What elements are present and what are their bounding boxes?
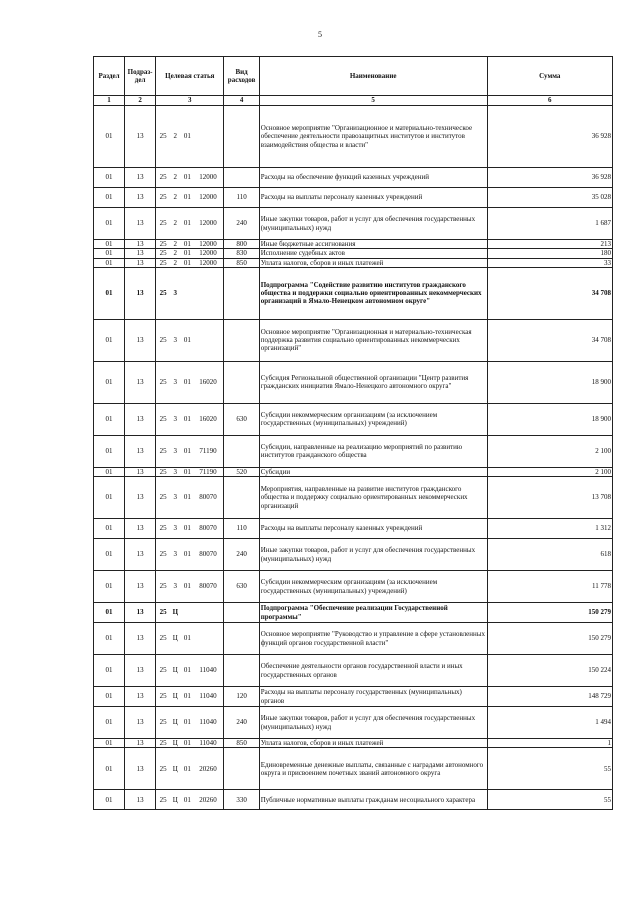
cell-expense-type: 630 xyxy=(224,403,259,435)
table-row xyxy=(94,790,613,810)
cell-target-article xyxy=(156,655,224,687)
target-article-part: 3 xyxy=(173,524,178,533)
target-article-part: 3 xyxy=(173,289,178,298)
cell-target-article xyxy=(156,539,224,571)
header-expense-type: Вид расходов xyxy=(224,57,259,96)
column-number: 4 xyxy=(224,96,259,106)
cell-razdel: 01 xyxy=(94,739,125,748)
cell-name: Единовременные денежные выплаты, связанные с наградами автономного округа и присвоением почетных званий автономного округа xyxy=(259,748,487,790)
table-row xyxy=(94,106,613,168)
cell-expense-type: 850 xyxy=(224,739,259,748)
cell-sum: 13 708 xyxy=(487,477,612,519)
cell-razdel: 01 xyxy=(94,168,125,188)
cell-name: Основное мероприятие "Руководство и управление в сфере установленных функций органов государственной власти" xyxy=(259,623,487,655)
target-article-part: 80070 xyxy=(199,524,217,533)
target-article-part xyxy=(193,634,222,642)
cell-name: Субсидии xyxy=(259,467,487,476)
target-article-part: 25 xyxy=(159,739,167,747)
cell-podrazdel: 13 xyxy=(125,435,156,467)
cell-sum: 36 928 xyxy=(487,168,612,188)
table-row xyxy=(94,240,613,249)
target-article-part: 2 xyxy=(173,193,178,202)
cell-podrazdel: 13 xyxy=(125,267,156,319)
header-row xyxy=(94,57,613,96)
target-article-part: 3 xyxy=(173,582,178,591)
target-article-part: 25 xyxy=(159,764,167,773)
target-article-part: 01 xyxy=(183,692,191,701)
cell-razdel: 01 xyxy=(94,655,125,687)
table-row xyxy=(94,477,613,519)
target-article-part: 01 xyxy=(183,336,191,345)
target-article-part: 20260 xyxy=(199,795,217,804)
target-article-part: 80070 xyxy=(199,550,217,559)
cell-sum: 34 708 xyxy=(487,267,612,319)
table-row xyxy=(94,267,613,319)
cell-podrazdel: 13 xyxy=(125,188,156,208)
cell-podrazdel: 13 xyxy=(125,687,156,707)
target-article-part: 2 xyxy=(173,219,178,228)
target-article-part: 25 xyxy=(159,582,167,591)
target-article-part: 3 xyxy=(173,415,178,424)
target-article-part: 01 xyxy=(183,173,191,182)
cell-target-article xyxy=(156,106,224,168)
cell-target-article xyxy=(156,208,224,240)
table-row xyxy=(94,707,613,739)
cell-podrazdel: 13 xyxy=(125,319,156,361)
cell-name: Публичные нормативные выплаты гражданам несоциального характера xyxy=(259,790,487,810)
table-row xyxy=(94,435,613,467)
cell-target-article xyxy=(156,603,224,623)
target-article-part: 2 xyxy=(173,240,178,248)
cell-podrazdel: 13 xyxy=(125,208,156,240)
target-article-part xyxy=(193,336,222,344)
cell-name: Субсидии некоммерческим организациям (за исключением государственных (муниципальных) учреждений) xyxy=(259,403,487,435)
target-article-part: Ц xyxy=(172,718,178,727)
target-article-part: 25 xyxy=(159,666,167,675)
target-article-part: 25 xyxy=(159,249,167,258)
target-article-part: 11040 xyxy=(199,739,217,747)
target-article-part: 3 xyxy=(173,467,178,476)
target-article-part: 11040 xyxy=(199,666,217,675)
cell-expense-type xyxy=(224,435,259,467)
cell-name: Иные закупки товаров, работ и услуг для обеспечения государственных (муниципальных) нужд xyxy=(259,539,487,571)
cell-expense-type: 520 xyxy=(224,467,259,476)
target-article-part: 25 xyxy=(159,415,167,424)
cell-sum: 18 900 xyxy=(487,361,612,403)
cell-target-article xyxy=(156,790,224,810)
target-article-part: 25 xyxy=(159,608,167,617)
cell-razdel: 01 xyxy=(94,687,125,707)
cell-name: Подпрограмма "Обеспечение реализации Государственной программы" xyxy=(259,603,487,623)
target-article-part: 25 xyxy=(159,718,167,727)
cell-expense-type: 110 xyxy=(224,519,259,539)
cell-target-article xyxy=(156,707,224,739)
target-article-part: 25 xyxy=(159,193,167,202)
target-article-part: 01 xyxy=(183,240,191,248)
target-article-part: 25 xyxy=(159,493,167,502)
table-row xyxy=(94,319,613,361)
cell-expense-type xyxy=(224,623,259,655)
cell-sum: 1 312 xyxy=(487,519,612,539)
target-article-part: 25 xyxy=(159,219,167,228)
table-row xyxy=(94,748,613,790)
header-target-article: Целевая статья xyxy=(156,57,224,96)
cell-name: Расходы на выплаты персоналу казенных учреждений xyxy=(259,519,487,539)
cell-expense-type: 630 xyxy=(224,571,259,603)
target-article-part: 01 xyxy=(183,795,191,804)
cell-target-article xyxy=(156,267,224,319)
cell-sum: 1 xyxy=(487,739,612,748)
column-number: 6 xyxy=(487,96,612,106)
header-podrazdel: Подраз-дел xyxy=(125,57,156,96)
header-razdel: Раздел xyxy=(94,57,125,96)
cell-expense-type: 110 xyxy=(224,188,259,208)
cell-podrazdel: 13 xyxy=(125,571,156,603)
cell-expense-type: 240 xyxy=(224,539,259,571)
table-row xyxy=(94,655,613,687)
cell-target-article xyxy=(156,249,224,258)
cell-razdel: 01 xyxy=(94,623,125,655)
cell-target-article xyxy=(156,168,224,188)
table-row xyxy=(94,403,613,435)
cell-expense-type: 240 xyxy=(224,208,259,240)
table-row xyxy=(94,739,613,748)
target-article-part: Ц xyxy=(172,739,178,747)
cell-target-article xyxy=(156,748,224,790)
target-article-part: 80070 xyxy=(199,493,217,502)
target-article-part: 12000 xyxy=(199,249,217,258)
target-article-part: 3 xyxy=(173,336,178,345)
table-row xyxy=(94,467,613,476)
target-article-part: 01 xyxy=(183,193,191,202)
cell-podrazdel: 13 xyxy=(125,623,156,655)
table-row xyxy=(94,519,613,539)
cell-podrazdel: 13 xyxy=(125,539,156,571)
cell-target-article xyxy=(156,687,224,707)
cell-target-article xyxy=(156,403,224,435)
cell-podrazdel: 13 xyxy=(125,258,156,267)
cell-sum: 213 xyxy=(487,240,612,249)
cell-name: Уплата налогов, сборов и иных платежей xyxy=(259,258,487,267)
cell-sum: 1 494 xyxy=(487,707,612,739)
cell-sum: 35 028 xyxy=(487,188,612,208)
cell-sum: 33 xyxy=(487,258,612,267)
cell-sum: 150 224 xyxy=(487,655,612,687)
target-article-part: 01 xyxy=(183,132,191,141)
target-article-part: 25 xyxy=(159,173,167,182)
cell-razdel: 01 xyxy=(94,519,125,539)
cell-razdel: 01 xyxy=(94,571,125,603)
target-article-part: 01 xyxy=(183,739,191,747)
target-article-part: 25 xyxy=(159,132,167,141)
cell-razdel: 01 xyxy=(94,403,125,435)
target-article-part: 25 xyxy=(159,550,167,559)
cell-expense-type xyxy=(224,361,259,403)
header-name: Наименование xyxy=(259,57,487,96)
cell-name: Исполнение судебных актов xyxy=(259,249,487,258)
table-row xyxy=(94,208,613,240)
target-article-part: 25 xyxy=(159,634,167,643)
cell-expense-type: 830 xyxy=(224,249,259,258)
target-article-part: 25 xyxy=(159,524,167,533)
cell-target-article xyxy=(156,258,224,267)
target-article-part: 25 xyxy=(159,258,167,267)
cell-target-article xyxy=(156,435,224,467)
cell-sum: 150 279 xyxy=(487,603,612,623)
column-number: 3 xyxy=(156,96,224,106)
cell-podrazdel: 13 xyxy=(125,403,156,435)
target-article-part xyxy=(193,608,222,616)
target-article-part: Ц xyxy=(172,795,178,804)
cell-razdel: 01 xyxy=(94,707,125,739)
cell-podrazdel: 13 xyxy=(125,748,156,790)
cell-sum: 150 279 xyxy=(487,623,612,655)
cell-expense-type xyxy=(224,477,259,519)
table-row xyxy=(94,168,613,188)
cell-target-article xyxy=(156,361,224,403)
cell-podrazdel: 13 xyxy=(125,361,156,403)
column-number-row xyxy=(94,96,613,106)
cell-razdel: 01 xyxy=(94,477,125,519)
cell-podrazdel: 13 xyxy=(125,168,156,188)
target-article-part: 01 xyxy=(183,493,191,502)
cell-target-article xyxy=(156,571,224,603)
target-article-part: 01 xyxy=(183,718,191,727)
cell-target-article xyxy=(156,467,224,476)
target-article-part: 25 xyxy=(159,289,167,298)
page-number: 5 xyxy=(318,30,322,39)
cell-expense-type xyxy=(224,603,259,623)
cell-name: Иные бюджетные ассигнования xyxy=(259,240,487,249)
table-row xyxy=(94,603,613,623)
target-article-part xyxy=(181,608,193,616)
cell-target-article xyxy=(156,319,224,361)
target-article-part: 01 xyxy=(183,524,191,533)
target-article-part: 12000 xyxy=(199,240,217,248)
cell-name: Субсидии, направленные на реализацию мероприятий по развитию институтов гражданского общества xyxy=(259,435,487,467)
target-article-part: 12000 xyxy=(199,219,217,228)
table-row xyxy=(94,249,613,258)
target-article-part: 71190 xyxy=(199,447,217,456)
target-article-part: Ц xyxy=(172,764,178,773)
cell-target-article xyxy=(156,623,224,655)
cell-expense-type: 800 xyxy=(224,240,259,249)
cell-expense-type xyxy=(224,267,259,319)
cell-target-article xyxy=(156,240,224,249)
target-article-part: 80070 xyxy=(199,582,217,591)
target-article-part: 25 xyxy=(159,447,167,456)
cell-expense-type: 330 xyxy=(224,790,259,810)
cell-sum: 11 778 xyxy=(487,571,612,603)
cell-expense-type xyxy=(224,655,259,687)
table-row xyxy=(94,361,613,403)
cell-razdel: 01 xyxy=(94,240,125,249)
target-article-part: Ц xyxy=(172,666,178,675)
cell-sum: 618 xyxy=(487,539,612,571)
cell-podrazdel: 13 xyxy=(125,655,156,687)
column-number: 1 xyxy=(94,96,125,106)
cell-expense-type xyxy=(224,319,259,361)
target-article-part: 71190 xyxy=(199,467,217,476)
target-article-part: 11040 xyxy=(199,718,217,727)
target-article-part: 01 xyxy=(183,634,191,643)
table-row xyxy=(94,687,613,707)
target-article-part: 01 xyxy=(183,378,191,387)
cell-name: Мероприятия, направленные на развитие институтов гражданского общества и поддержку социально ориентированных некоммерческих организаций xyxy=(259,477,487,519)
cell-expense-type xyxy=(224,168,259,188)
table-row xyxy=(94,571,613,603)
table-row xyxy=(94,258,613,267)
cell-podrazdel: 13 xyxy=(125,467,156,476)
cell-sum: 36 928 xyxy=(487,106,612,168)
table-row xyxy=(94,188,613,208)
target-article-part: 3 xyxy=(173,493,178,502)
target-article-part xyxy=(193,289,222,297)
target-article-part: 01 xyxy=(183,550,191,559)
target-article-part: 25 xyxy=(159,336,167,345)
target-article-part: 3 xyxy=(173,447,178,456)
cell-name: Субсидии некоммерческим организациям (за исключением государственных (муниципальных) учреждений) xyxy=(259,571,487,603)
cell-expense-type: 120 xyxy=(224,687,259,707)
cell-name: Расходы на обеспечение функций казенных учреждений xyxy=(259,168,487,188)
target-article-part: 2 xyxy=(173,132,178,141)
budget-table xyxy=(93,56,613,810)
cell-sum: 1 687 xyxy=(487,208,612,240)
cell-razdel: 01 xyxy=(94,467,125,476)
cell-expense-type xyxy=(224,748,259,790)
cell-razdel: 01 xyxy=(94,258,125,267)
cell-razdel: 01 xyxy=(94,790,125,810)
cell-podrazdel: 13 xyxy=(125,790,156,810)
cell-expense-type: 850 xyxy=(224,258,259,267)
target-article-part: 01 xyxy=(183,467,191,476)
target-article-part: 25 xyxy=(159,795,167,804)
cell-razdel: 01 xyxy=(94,319,125,361)
target-article-part: 01 xyxy=(183,764,191,773)
cell-name: Обеспечение деятельности органов государственной власти и иных государственных органов xyxy=(259,655,487,687)
cell-razdel: 01 xyxy=(94,361,125,403)
column-number: 2 xyxy=(125,96,156,106)
cell-name: Подпрограмма "Содействие развитию институтов гражданского общества и поддержки социально ориентированных некоммерческих организаций в Ямало-Ненецком автономном округе" xyxy=(259,267,487,319)
cell-razdel: 01 xyxy=(94,208,125,240)
cell-name: Иные закупки товаров, работ и услуг для обеспечения государственных (муниципальных) нужд xyxy=(259,707,487,739)
cell-podrazdel: 13 xyxy=(125,249,156,258)
target-article-part: Ц xyxy=(172,634,178,643)
cell-name: Уплата налогов, сборов и иных платежей xyxy=(259,739,487,748)
cell-target-article xyxy=(156,519,224,539)
cell-sum: 55 xyxy=(487,790,612,810)
cell-target-article xyxy=(156,188,224,208)
target-article-part: 25 xyxy=(159,240,167,248)
target-article-part: 20260 xyxy=(199,764,217,773)
table-row xyxy=(94,623,613,655)
cell-target-article xyxy=(156,477,224,519)
target-article-part: 25 xyxy=(159,467,167,476)
table-body xyxy=(94,106,613,810)
header-sum: Сумма xyxy=(487,57,612,96)
cell-razdel: 01 xyxy=(94,106,125,168)
target-article-part: 01 xyxy=(183,666,191,675)
target-article-part: 01 xyxy=(183,415,191,424)
cell-podrazdel: 13 xyxy=(125,739,156,748)
cell-razdel: 01 xyxy=(94,539,125,571)
cell-podrazdel: 13 xyxy=(125,240,156,249)
cell-razdel: 01 xyxy=(94,249,125,258)
target-article-part: 25 xyxy=(159,692,167,701)
target-article-part: 12000 xyxy=(199,173,217,182)
cell-podrazdel: 13 xyxy=(125,707,156,739)
cell-name: Иные закупки товаров, работ и услуг для обеспечения государственных (муниципальных) нужд xyxy=(259,208,487,240)
cell-sum: 18 900 xyxy=(487,403,612,435)
cell-name: Расходы на выплаты персоналу государственных (муниципальных) органов xyxy=(259,687,487,707)
target-article-part: 12000 xyxy=(199,258,217,267)
target-article-part: 3 xyxy=(173,378,178,387)
cell-sum: 2 100 xyxy=(487,467,612,476)
target-article-part: 12000 xyxy=(199,193,217,202)
cell-razdel: 01 xyxy=(94,748,125,790)
target-article-part xyxy=(193,132,222,140)
target-article-part: 01 xyxy=(183,219,191,228)
cell-razdel: 01 xyxy=(94,435,125,467)
target-article-part: 25 xyxy=(159,378,167,387)
cell-razdel: 01 xyxy=(94,267,125,319)
cell-podrazdel: 13 xyxy=(125,519,156,539)
cell-razdel: 01 xyxy=(94,603,125,623)
target-article-part: 16020 xyxy=(199,415,217,424)
table-row xyxy=(94,539,613,571)
cell-name: Субсидия Региональной общественной организации "Центр развития гражданских инициатив Ямало-Ненецкого автономного округа" xyxy=(259,361,487,403)
target-article-part: Ц xyxy=(172,608,179,617)
target-article-part xyxy=(181,289,193,297)
target-article-part: 16020 xyxy=(199,378,217,387)
target-article-part: 01 xyxy=(183,447,191,456)
cell-sum: 55 xyxy=(487,748,612,790)
cell-target-article xyxy=(156,739,224,748)
cell-sum: 34 708 xyxy=(487,319,612,361)
target-article-part: 11040 xyxy=(199,692,217,701)
target-article-part: Ц xyxy=(172,692,178,701)
cell-sum: 2 100 xyxy=(487,435,612,467)
target-article-part: 2 xyxy=(173,258,178,267)
cell-sum: 148 729 xyxy=(487,687,612,707)
target-article-part: 2 xyxy=(173,249,178,258)
cell-sum: 180 xyxy=(487,249,612,258)
cell-podrazdel: 13 xyxy=(125,603,156,623)
target-article-part: 2 xyxy=(173,173,178,182)
cell-expense-type xyxy=(224,106,259,168)
cell-razdel: 01 xyxy=(94,188,125,208)
cell-name: Расходы на выплаты персоналу казенных учреждений xyxy=(259,188,487,208)
cell-name: Основное мероприятие "Организационная и материально-техническая поддержка развития социально ориентированных некоммерческих организаций" xyxy=(259,319,487,361)
cell-name: Основное мероприятие "Организационное и материально-техническое обеспечение деятельности правозащитных институтов и институтов взаимодействия общества и власти" xyxy=(259,106,487,168)
target-article-part: 01 xyxy=(183,258,191,267)
column-number: 5 xyxy=(259,96,487,106)
cell-podrazdel: 13 xyxy=(125,106,156,168)
cell-podrazdel: 13 xyxy=(125,477,156,519)
target-article-part: 01 xyxy=(183,249,191,258)
target-article-part: 01 xyxy=(183,582,191,591)
cell-expense-type: 240 xyxy=(224,707,259,739)
target-article-part: 3 xyxy=(173,550,178,559)
